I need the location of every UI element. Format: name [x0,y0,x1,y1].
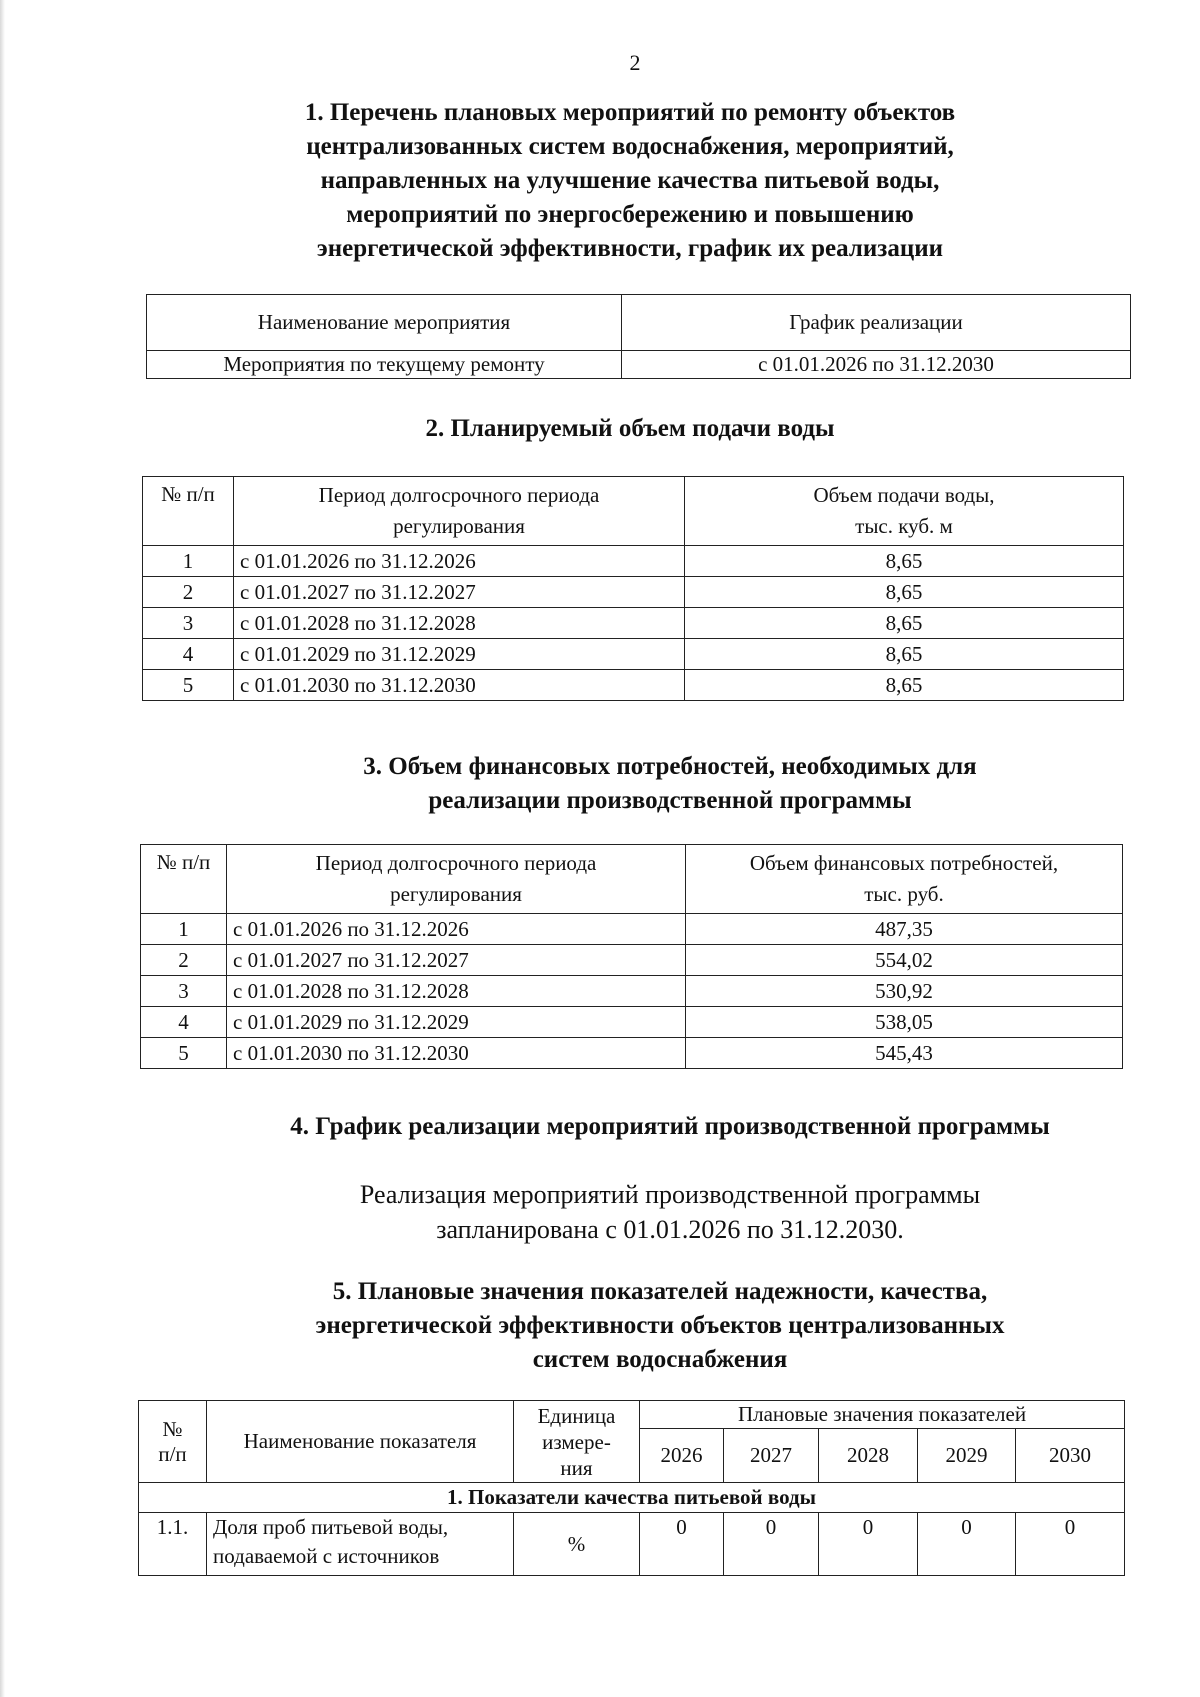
row-value: 0 [918,1513,1016,1576]
row-value: 545,43 [686,1038,1123,1069]
indicators-table [138,1400,1125,1576]
row-number: 1 [141,914,227,945]
year-header: 2027 [724,1429,819,1483]
row-number: 4 [141,1007,227,1038]
column-header: Период долгосрочного периода регулирования [234,477,685,546]
row-number: 5 [143,670,234,701]
row-value: 554,02 [686,945,1123,976]
row-period: с 01.01.2026 по 31.12.2026 [234,546,685,577]
column-header: Наименование мероприятия [147,295,622,351]
table-row [141,1038,1123,1069]
row-value: 538,05 [686,1007,1123,1038]
water-supply-table [142,476,1124,701]
year-header: 2029 [918,1429,1016,1483]
section-4-title: 4. График реализации мероприятий производственной программы [290,1113,1050,1140]
table-row [141,976,1123,1007]
row-period: с 01.01.2026 по 31.12.2026 [227,914,686,945]
row-number: 3 [141,976,227,1007]
row-value: 0 [1016,1513,1125,1576]
row-value: 0 [640,1513,724,1576]
row-number: 2 [141,945,227,976]
column-header: График реализации [622,295,1131,351]
row-period: с 01.01.2030 по 31.12.2030 [227,1038,686,1069]
event-schedule: с 01.01.2026 по 31.12.2030 [622,351,1131,379]
row-period: с 01.01.2029 по 31.12.2029 [234,639,685,670]
column-header: Плановые значения показателей [640,1401,1125,1429]
row-number: 5 [141,1038,227,1069]
table-header-row [143,477,1124,546]
financial-needs-table [140,844,1123,1069]
row-value: 487,35 [686,914,1123,945]
row-value: 0 [724,1513,819,1576]
row-value: 8,65 [685,577,1124,608]
row-value: 0 [819,1513,918,1576]
row-number: 4 [143,639,234,670]
event-name: Мероприятия по текущему ремонту [147,351,622,379]
column-header: Объем подачи воды, тыс. куб. м [685,477,1124,546]
events-table [146,294,1131,379]
row-number: 1.1. [139,1513,207,1576]
column-header: Объем финансовых потребностей, тыс. руб. [686,845,1123,914]
table-row [143,546,1124,577]
year-header: 2026 [640,1429,724,1483]
row-period: с 01.01.2030 по 31.12.2030 [234,670,685,701]
table-header-row [147,295,1131,351]
table-header-row [141,845,1123,914]
table-row [141,945,1123,976]
section-2-title: 2. Планируемый объем подачи воды [425,415,835,442]
row-period: с 01.01.2027 по 31.12.2027 [234,577,685,608]
table-row [141,1007,1123,1038]
column-header: Период долгосрочного периода регулирования [227,845,686,914]
column-header: № п/п [139,1401,207,1483]
row-number: 3 [143,608,234,639]
row-indicator-name: Доля проб питьевой воды, подаваемой с источников [207,1513,514,1576]
page-edge [0,0,5,1697]
row-value: 8,65 [685,546,1124,577]
row-value: 530,92 [686,976,1123,1007]
row-number: 1 [143,546,234,577]
row-period: с 01.01.2029 по 31.12.2029 [227,1007,686,1038]
page-number: 2 [629,50,641,75]
year-header: 2030 [1016,1429,1125,1483]
row-period: с 01.01.2027 по 31.12.2027 [227,945,686,976]
table-row [139,1513,1125,1576]
column-header: № п/п [141,845,227,914]
column-header: № п/п [143,477,234,546]
row-number: 2 [143,577,234,608]
table-row [143,670,1124,701]
column-header: Единица измере- ния [514,1401,640,1483]
row-value: 8,65 [685,639,1124,670]
table-row [143,577,1124,608]
row-period: с 01.01.2028 по 31.12.2028 [227,976,686,1007]
section-4-text: Реализация мероприятий производственной программы запланирована с 01.01.2026 по 31.12.2030. [359,1180,981,1244]
year-header: 2028 [819,1429,918,1483]
subheader: 1. Показатели качества питьевой воды [139,1483,1125,1513]
section-1-title: 1. Перечень плановых мероприятий по ремонту объектов централизованных систем водоснабжения, мероприятий, направленных на улучшение качества питьевой воды, мероприятий по энергосбережению и повышению энергетической эффективности, график их реализации [304,99,956,262]
table-row [143,608,1124,639]
section-3-title: 3. Объем финансовых потребностей, необходимых для реализации производственной программы [363,753,977,814]
table-subheader-row [139,1483,1125,1513]
row-value: 8,65 [685,608,1124,639]
row-period: с 01.01.2028 по 31.12.2028 [234,608,685,639]
table-row [143,639,1124,670]
row-unit: % [514,1513,640,1576]
section-5-title: 5. Плановые значения показателей надежности, качества, энергетической эффективности объектов централизованных систем водоснабжения [315,1278,1005,1373]
table-row [141,914,1123,945]
table-row [147,351,1131,379]
row-value: 8,65 [685,670,1124,701]
column-header: Наименование показателя [207,1401,514,1483]
table-header-row [139,1401,1125,1429]
